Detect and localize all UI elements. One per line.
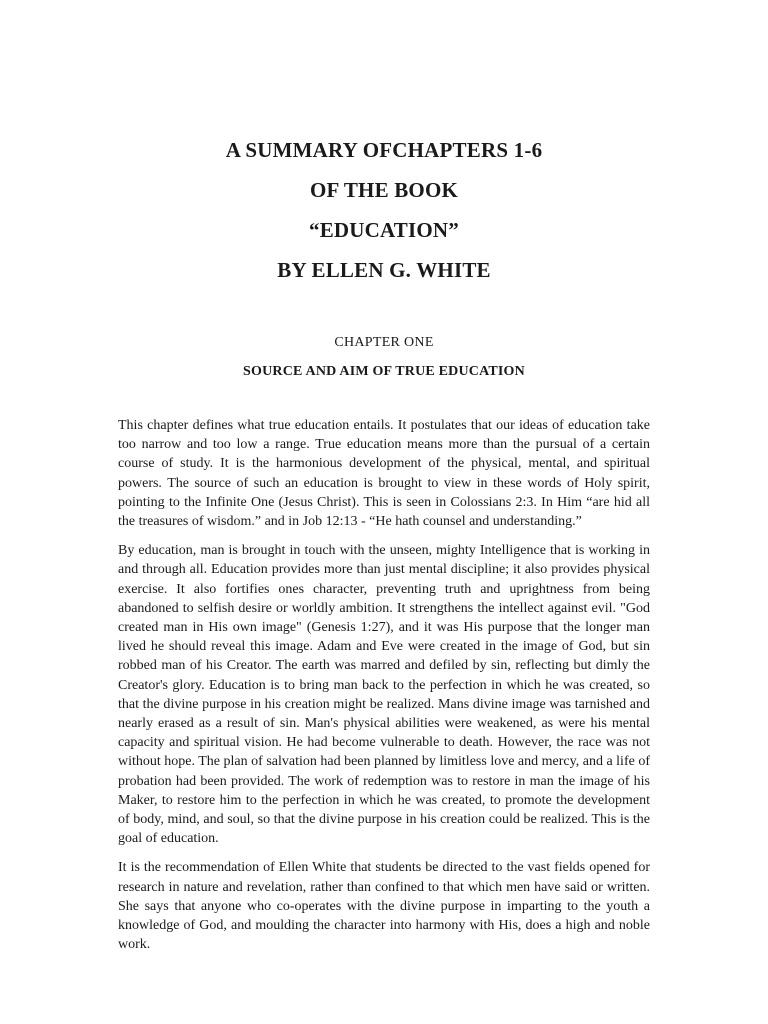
- paragraph-1: This chapter defines what true education entails. It postulates that our ideas of education take too narrow and too low a range. True education means more than the pursual of a certain course of study. It is the harmonious development of the physical, mental, and spiritual powers. The source of such an education is brought to view in these words of Holy spirit, pointing to the Infinite One (Jesus Christ). This is seen in Colossians 2:3. In Him “are hid all the treasures of wisdom.” and in Job 12:13 - “He hath counsel and understanding.”: [118, 418, 650, 530]
- title-line-3: “EDUCATION”: [309, 218, 459, 242]
- paragraph-3: It is the recommendation of Ellen White that students be directed to the vast fields opened for research in nature and revelation, rather than confined to that which men have said or written. She says that anyone who co-operates with the divine purpose in imparting to the youth a knowledge of God, and moulding the character into harmony with His, does a high and noble work.: [118, 860, 650, 953]
- chapter-heading: CHAPTER ONE: [334, 335, 434, 350]
- chapter-title: SOURCE AND AIM OF TRUE EDUCATION: [243, 364, 525, 379]
- title-line-4: BY ELLEN G. WHITE: [277, 258, 491, 282]
- paragraph-2: By education, man is brought in touch with the unseen, mighty Intelligence that is working in and through all. Education provides more than just mental discipline; it also provides physical exercise. It also fortifies ones character, preventing truth and uprightness from being abandoned to selfish desire or worldly ambition. It strengthens the intellect against evil. "God created man in His own image" (Genesis 1:27), and it was His purpose that the longer man lived he should reveal this image. Adam and Eve were created in the image of God, but sin robbed man of his Creator. The earth was marred and defiled by sin, reflecting but dimly the Creator's glory. Education is to bring man back to the perfection in which he was created, so that the divine purpose in his creation might be realized. Mans divine image was tarnished and nearly erased as a result of sin. Man's physical abilities were weakened, as were his mental capacity and spiritual vision. He had become vulnerable to death. However, the race was not without hope. The plan of salvation had been planned by limitless love and mercy, and a life of probation had been provided. The work of redemption was to restore in man the image of his Maker, to restore him to the perfection in which he was created, to promote the development of body, mind, and soul, so that the divine purpose in his creation could be realized. This is the goal of education.: [118, 543, 650, 847]
- body-text: [118, 416, 650, 964]
- title-line-2: OF THE BOOK: [309, 178, 459, 202]
- title-line-1: A SUMMARY OFCHAPTERS 1-6: [225, 138, 543, 162]
- document-title: [0, 130, 768, 290]
